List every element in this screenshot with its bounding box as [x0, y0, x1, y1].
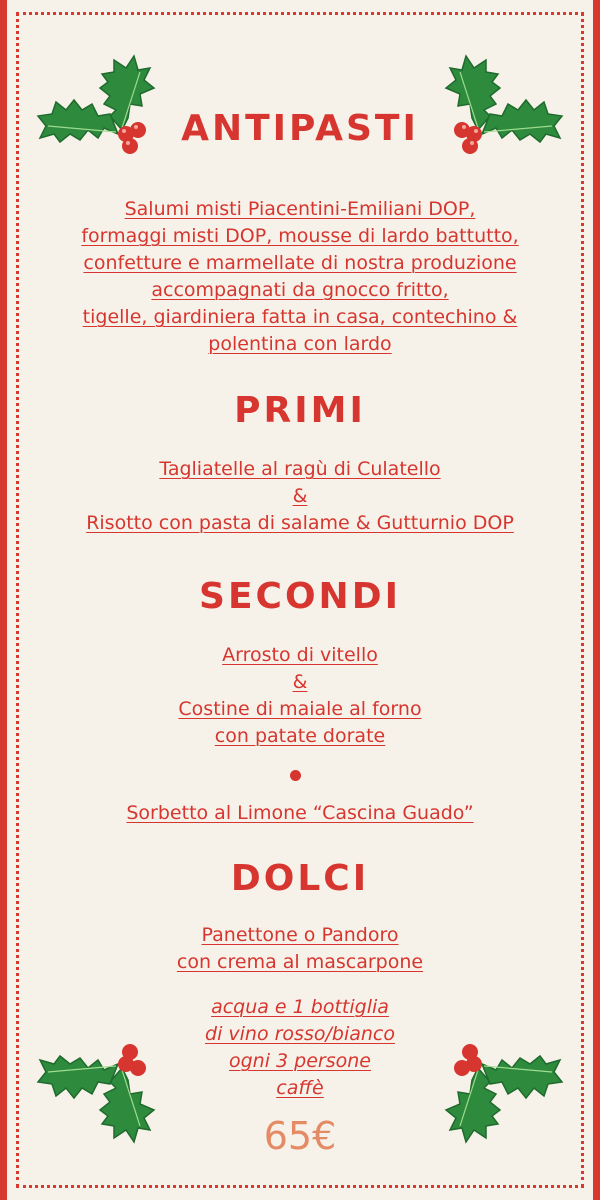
price: 65€ — [263, 1114, 337, 1158]
menu-line: Sorbetto al Limone “Cascina Guado” — [126, 802, 474, 824]
menu-line: accompagnati da gnocco fritto, — [151, 279, 449, 301]
extras-line: ogni 3 persone — [229, 1050, 371, 1072]
menu-line: con crema al mascarpone — [176, 951, 424, 973]
section-title-antipasti: ANTIPASTI — [181, 108, 419, 149]
extras-line: caffè — [276, 1077, 324, 1099]
menu-line: confetture e marmellate di nostra produzione — [83, 252, 517, 274]
menu-line: formaggi misti DOP, mousse di lardo battutto, — [81, 225, 519, 247]
section-dolci-items — [0, 922, 600, 976]
section-title-secondi: SECONDI — [199, 576, 401, 617]
extras-line: di vino rosso/bianco — [205, 1023, 395, 1045]
section-secondi-items — [0, 642, 600, 750]
menu-line: Costine di maiale al forno — [178, 698, 422, 720]
menu-line: & — [292, 671, 308, 693]
menu-line: Risotto con pasta di salame & Gutturnio DOP — [86, 512, 514, 534]
sorbet-item — [0, 800, 600, 827]
section-title-primi: PRIMI — [234, 390, 366, 431]
menu-line: Tagliatelle al ragù di Culatello — [159, 458, 441, 480]
extras-block — [0, 994, 600, 1102]
menu-line: Salumi misti Piacentini-Emiliani DOP, — [124, 198, 476, 220]
bullet-dot — [290, 770, 301, 781]
section-antipasti-items — [0, 196, 600, 358]
menu-line: Panettone o Pandoro — [201, 924, 399, 946]
menu-line: & — [292, 485, 308, 507]
section-primi-items — [0, 456, 600, 537]
menu-line: Arrosto di vitello — [222, 644, 378, 666]
menu-line: tigelle, giardiniera fatta in casa, contechino & — [82, 306, 518, 328]
menu-line: con patate dorate — [214, 725, 386, 747]
section-title-dolci: DOLCI — [230, 858, 370, 899]
extras-line: acqua e 1 bottiglia — [211, 996, 389, 1018]
menu-line: polentina con lardo — [208, 333, 392, 355]
